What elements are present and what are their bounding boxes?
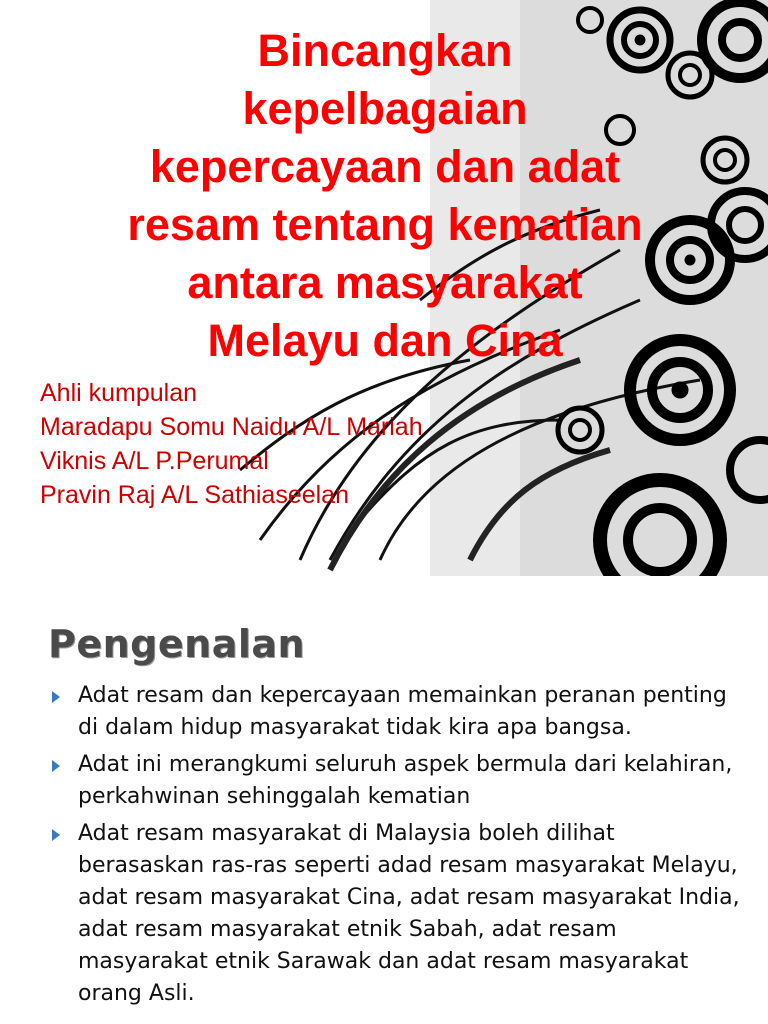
member-name: Pravin Raj A/L Sathiaseelan: [40, 481, 349, 509]
title-line: kepercayaan dan adat: [149, 141, 621, 192]
title-line: antara masyarakat: [187, 257, 583, 308]
title-line: Bincangkan: [257, 25, 513, 76]
bullet-text: Adat resam dan kepercayaan memainkan peranan penting di dalam hidup masyarakat tidak kira apa bangsa.: [78, 683, 727, 740]
title-line: resam tentang kematian: [127, 199, 643, 250]
intro-slide: [0, 576, 768, 1024]
triangle-right-icon: [52, 829, 60, 841]
member-name: Viknis A/L P.Perumal: [40, 447, 269, 475]
slide-heading: Pengenalan: [48, 622, 306, 666]
member-name: Maradapu Somu Naidu A/L Mariah: [40, 413, 423, 441]
bullet-text: Adat resam masyarakat di Malaysia boleh dilihat berasaskan ras-ras seperti adad resam masyarakat Melayu, adat resam masyarakat Cina, adat resam masyarakat India, adat resam masyarakat etnik Sabah, adat resam masyarakat etnik Sarawak dan adat resam masyarakat orang Asli.: [78, 821, 740, 1006]
list-item: [52, 818, 742, 1010]
title-line: Melayu dan Cina: [207, 315, 563, 366]
triangle-right-icon: [52, 691, 60, 703]
bullet-text: Adat ini merangkumi seluruh aspek bermula dari kelahiran, perkahwinan sehinggalah kematian: [78, 752, 733, 809]
slide-title: [40, 22, 730, 370]
list-item: [52, 680, 742, 744]
bullet-list: [52, 680, 742, 1015]
members-heading: Ahli kumpulan: [40, 379, 198, 407]
group-members: [40, 376, 560, 512]
triangle-right-icon: [52, 760, 60, 772]
list-item: [52, 749, 742, 813]
title-line: kepelbagaian: [242, 83, 528, 134]
